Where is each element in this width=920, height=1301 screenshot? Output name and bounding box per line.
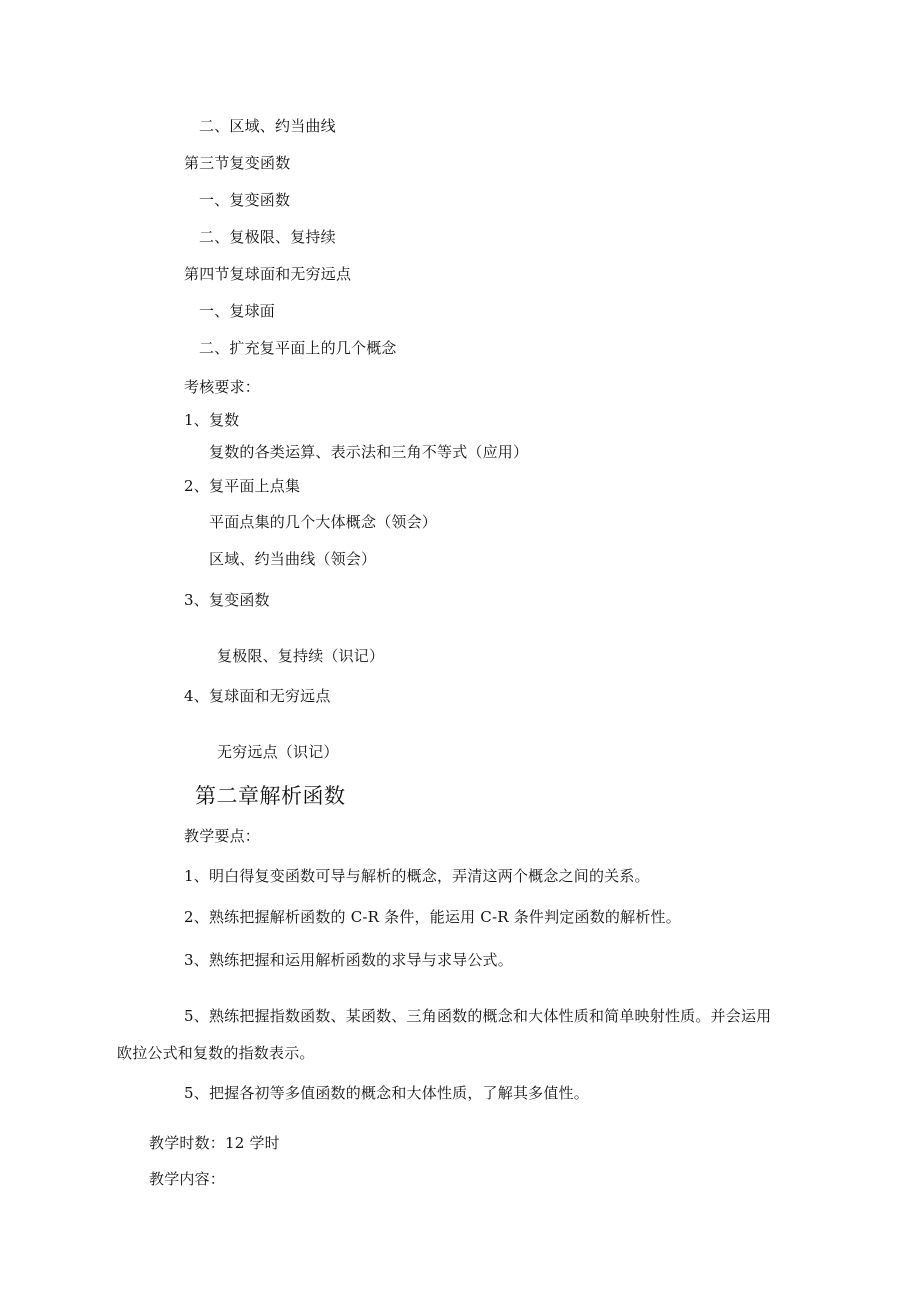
teaching-point: 3、熟练把握和运用解析函数的求导与求导公式。	[184, 951, 513, 969]
requirement-item: 4、复球面和无穷远点	[184, 687, 331, 705]
teaching-point: 2、熟练把握解析函数的 C-R 条件，能运用 C-R 条件判定函数的解析性。	[184, 908, 681, 926]
teaching-point-continuation: 欧拉公式和复数的指数表示。	[117, 1044, 315, 1062]
section-item: 二、扩充复平面上的几个概念	[199, 339, 397, 357]
requirement-item: 2、复平面上点集	[184, 477, 301, 495]
requirement-detail: 无穷远点（识记）	[217, 743, 339, 761]
teaching-points-label: 教学要点：	[184, 827, 261, 845]
teaching-point: 1、明白得复变函数可导与解析的概念，弄清这两个概念之间的关系。	[184, 867, 650, 885]
section-item: 二、区域、约当曲线	[199, 117, 336, 135]
requirement-detail: 平面点集的几个大体概念（领会）	[209, 513, 438, 531]
requirement-item: 3、复变函数	[184, 591, 270, 609]
requirement-detail: 复极限、复持续（识记）	[217, 647, 385, 665]
section-item: 二、复极限、复持续	[199, 228, 336, 246]
section-item: 一、复变函数	[199, 191, 291, 209]
section-heading: 第三节复变函数	[184, 154, 291, 172]
teaching-hours: 教学时数：12 学时	[149, 1134, 280, 1152]
teaching-content-label: 教学内容：	[149, 1170, 226, 1188]
requirement-detail: 复数的各类运算、表示法和三角不等式（应用）	[209, 443, 529, 461]
section-item: 一、复球面	[199, 302, 276, 320]
requirement-item: 1、复数	[184, 411, 240, 429]
requirement-detail: 区域、约当曲线（领会）	[209, 550, 377, 568]
teaching-point: 5、熟练把握指数函数、某函数、三角函数的概念和大体性质和简单映射性质。并会运用	[184, 1007, 772, 1025]
teaching-point: 5、把握各初等多值函数的概念和大体性质，了解其多值性。	[184, 1084, 589, 1102]
section-heading: 第四节复球面和无穷远点	[184, 265, 352, 283]
requirements-label: 考核要求：	[184, 378, 261, 396]
chapter-title: 第二章解析函数	[195, 784, 346, 808]
